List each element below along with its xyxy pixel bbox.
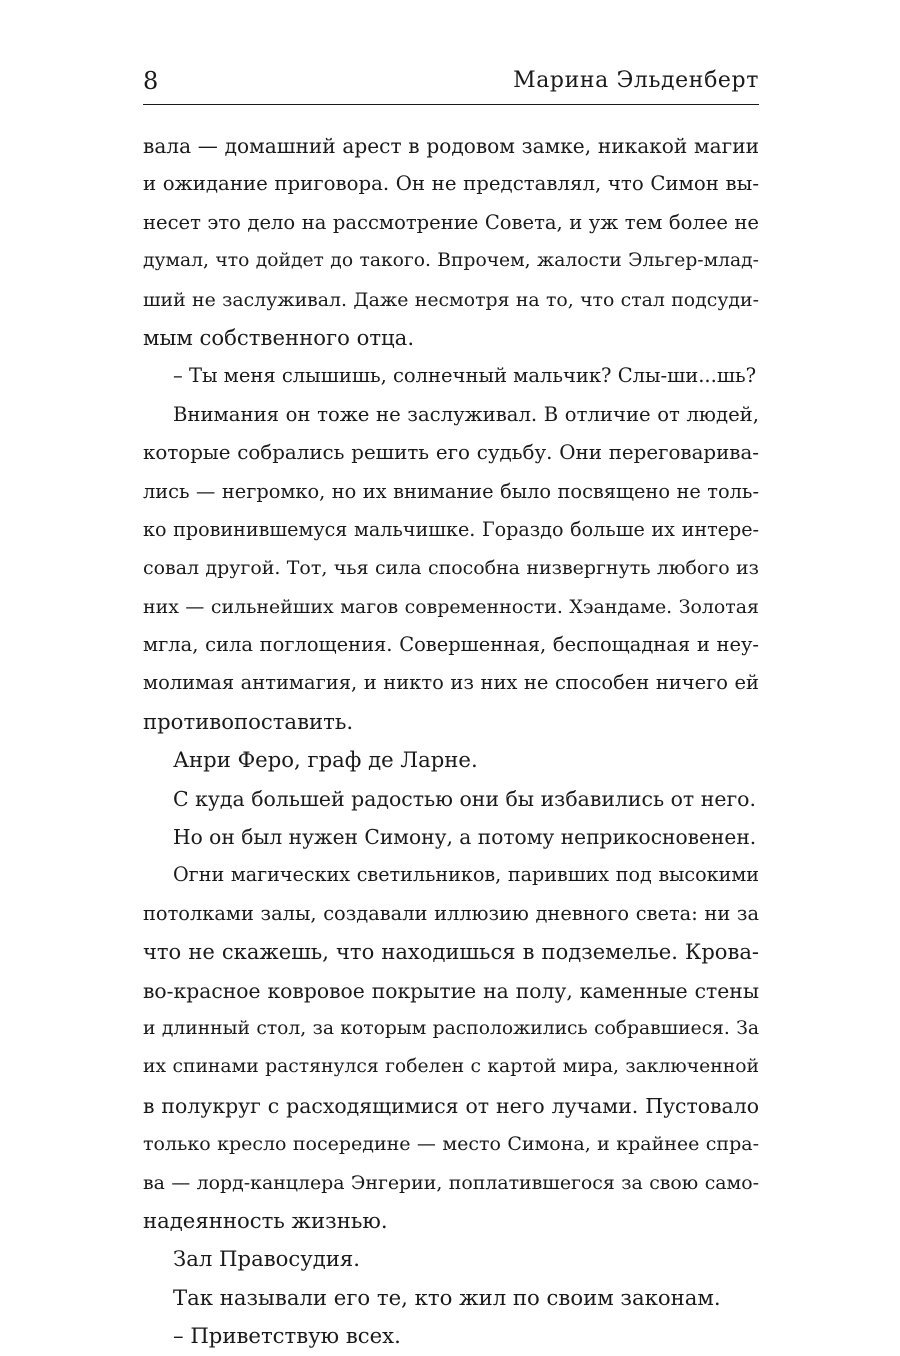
text-line: только кресло посередине — место Симона, и крайнее спра- — [143, 1133, 759, 1156]
text-line: Внимания он тоже не заслуживал. В отличие от людей, — [173, 402, 759, 426]
text-line: во-красное ковровое покрытие на полу, каменные стены — [143, 978, 759, 1003]
text-line: Огни магических светильников, паривших под высокими — [173, 863, 759, 887]
text-line: в полукруг с расходящимися от него лучами. Пустовало — [143, 1093, 759, 1118]
page-number: 8 — [143, 67, 159, 95]
text-line: Так называли его те, кто жил по своим законам. — [173, 1284, 721, 1310]
text-line: них — сильнейших магов современности. Хэандаме. Золотая — [143, 595, 759, 618]
text-line: С куда большей радостью они бы избавились от него. — [173, 786, 756, 811]
running-head-author: Марина Эльденберт — [513, 68, 759, 93]
text-line: вала — домашний арест в родовом замке, никакой магии — [143, 134, 759, 158]
page-header — [143, 66, 759, 106]
text-line: потолками залы, создавали иллюзию дневного света: ни за — [143, 901, 759, 925]
text-line: мгла, сила поглощения. Совершенная, беспощадная и неу- — [143, 633, 759, 657]
text-line: их спинами растянулся гобелен с картой мира, заключенной — [143, 1056, 759, 1078]
text-line: мым собственного отца. — [143, 324, 415, 350]
text-line: ко провинившемуся мальчишке. Гораздо больше их интере- — [143, 517, 759, 541]
text-line: надеянность жизнью. — [143, 1207, 388, 1233]
text-line: что не скажешь, что находишься в подземелье. Крова- — [143, 939, 759, 965]
text-line: и ожидание приговора. Он не представлял, что Симон вы- — [143, 172, 759, 196]
text-line: ший не заслуживал. Даже несмотря на то, что стал подсуди- — [143, 288, 759, 311]
text-line: Зал Правосудия. — [173, 1246, 360, 1272]
header-divider — [143, 104, 759, 105]
text-line: думал, что дойдет до такого. Впрочем, жалости Эльгер-млад- — [143, 250, 759, 272]
text-line: совал другой. Тот, чья сила способна низвергнуть любого из — [143, 557, 759, 580]
text-line: противопоставить. — [143, 708, 354, 734]
text-line: ва — лорд-канцлера Энгерии, поплатившегося за свою само- — [143, 1171, 759, 1194]
text-line: Но он был нужен Симону, а потому неприкосновенен. — [173, 825, 757, 850]
text-line: молимая антимагия, и никто из них не способен ничего ей — [143, 671, 759, 695]
text-line: которые собрались решить его судьбу. Они переговарива- — [143, 441, 759, 465]
text-line: Анри Феро, граф де Ларне. — [173, 747, 478, 773]
text-line: и длинный стол, за которым расположились собравшиеся. За — [143, 1017, 759, 1039]
text-line: – Ты меня слышишь, солнечный мальчик? Слы-ши...шь? — [173, 364, 757, 388]
text-line: – Приветствую всех. — [173, 1323, 401, 1349]
body-text — [143, 127, 759, 1356]
text-line: лись — негромко, но их внимание было посвящено не толь- — [143, 479, 759, 503]
text-line: несет это дело на рассмотрение Совета, и уж тем более не — [143, 210, 759, 234]
